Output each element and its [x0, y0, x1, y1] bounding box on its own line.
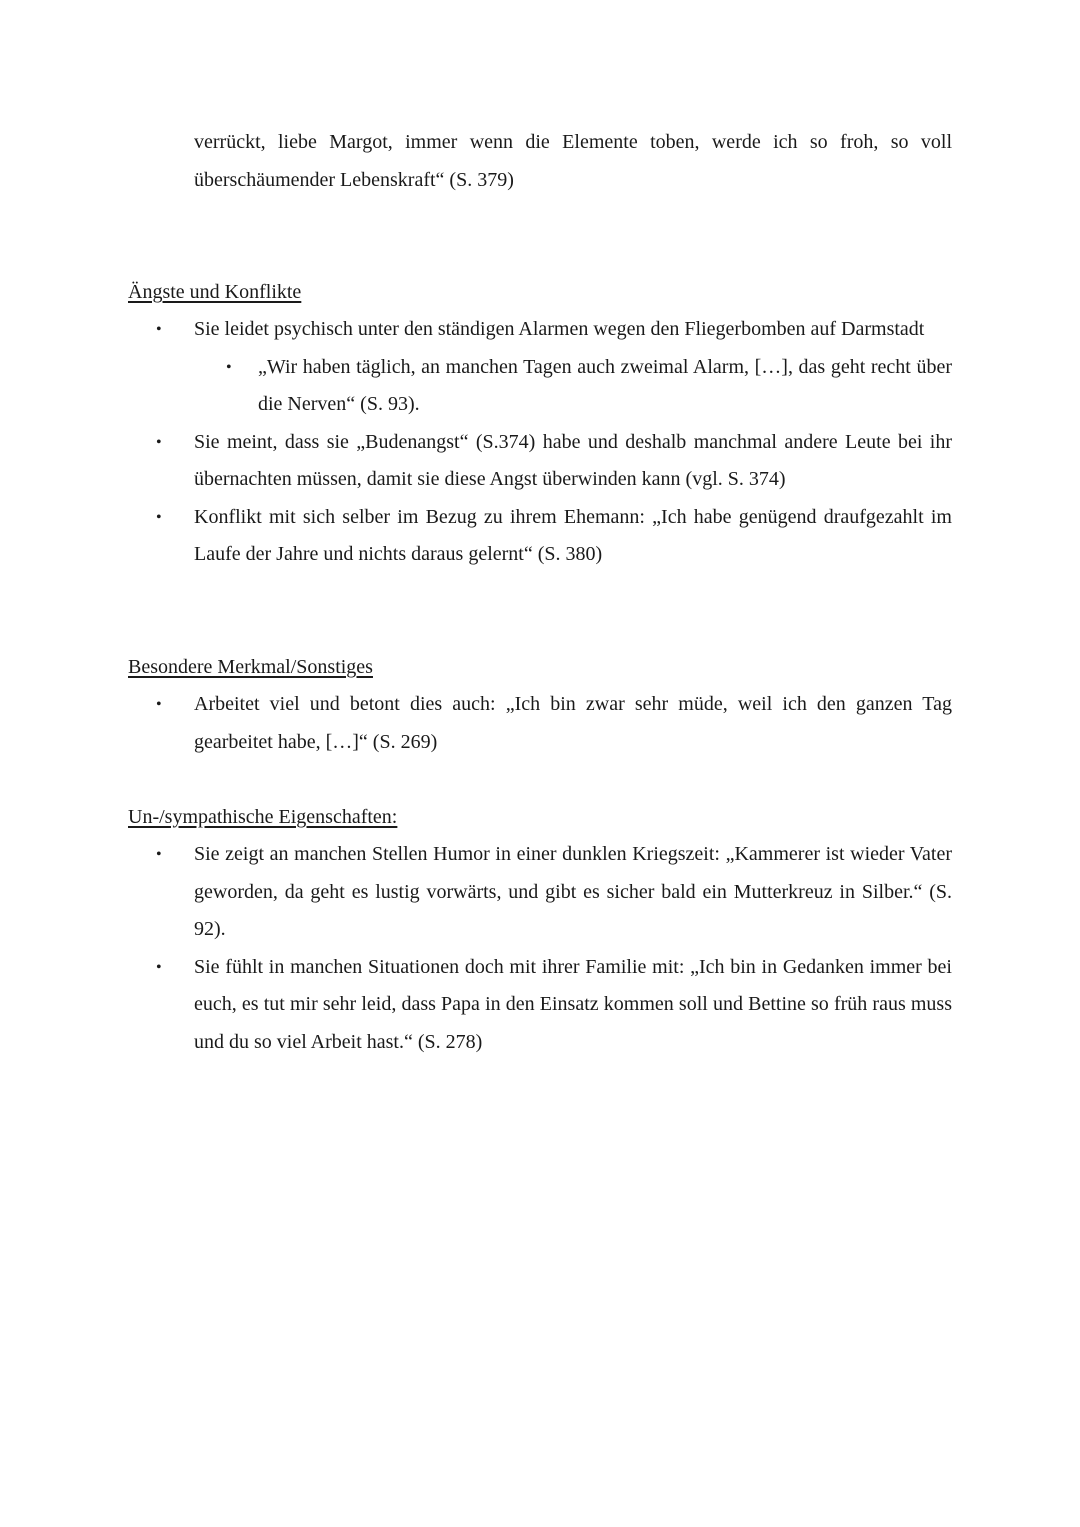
bullet-icon: • — [156, 433, 162, 451]
list-subitem-text: „Wir haben täglich, an manchen Tagen auch zweimal Alarm, […], das geht recht über die Nerven“ (S. 93). — [258, 355, 952, 415]
list-item — [128, 949, 952, 1062]
section-list-merkmal — [128, 686, 952, 761]
bullet-icon: • — [156, 958, 162, 976]
list-item-text: Sie fühlt in manchen Situationen doch mit ihrer Familie mit: „Ich bin in Gedanken immer bei euch, es tut mir sehr leid, dass Papa in den Einsatz kommen soll und Bettine so früh raus muss und du so viel Arbeit hast.“ (S. 278) — [194, 955, 952, 1053]
list-subitem — [128, 349, 952, 424]
list-item — [128, 311, 952, 349]
intro-paragraph: verrückt, liebe Margot, immer wenn die Elemente toben, werde ich so froh, so voll überschäumender Lebenskraft“ (S. 379) — [194, 131, 952, 191]
bullet-icon: • — [156, 696, 162, 713]
list-item — [128, 499, 952, 574]
bullet-icon: • — [156, 508, 162, 526]
list-item — [128, 836, 952, 949]
list-item-text: Sie zeigt an manchen Stellen Humor in einer dunklen Kriegszeit: „Kammerer ist wieder Vater geworden, da geht es lustig vorwärts, und gibt es sicher bald ein Mutterkreuz in Silber.“ (S. 92). — [194, 843, 952, 940]
bullet-icon: • — [156, 321, 162, 338]
section-heading-merkmal: Besondere Merkmal/Sonstiges — [128, 656, 373, 678]
section-heading-aengste: Ängste und Konflikte — [128, 281, 302, 303]
section-list-aengste — [128, 311, 952, 574]
section-list-eigenschaften — [128, 836, 952, 1061]
bullet-icon: • — [226, 358, 232, 376]
bullet-icon: • — [156, 846, 162, 863]
list-item — [128, 686, 952, 761]
list-item-text: Sie meint, dass sie „Budenangst“ (S.374) habe und deshalb manchmal andere Leute bei ihr übernachten müssen, damit sie diese Angst überwinden kann (vgl. S. 374) — [194, 430, 952, 490]
list-item-text: Arbeitet viel und betont dies auch: „Ich bin zwar sehr müde, weil ich den ganzen Tag gearbeitet habe, […]“ (S. 269) — [194, 693, 952, 753]
list-item — [128, 424, 952, 499]
intro-paragraph-block — [128, 124, 952, 199]
section-heading-eigenschaften: Un-/sympathische Eigenschaften: — [128, 806, 398, 828]
list-item-text: Konflikt mit sich selber im Bezug zu ihrem Ehemann: „Ich habe genügend draufgezahlt im Laufe der Jahre und nichts daraus gelernt“ (S. 380) — [194, 505, 952, 565]
list-item-text: Sie leidet psychisch unter den ständigen Alarmen wegen den Fliegerbomben auf Darmstadt — [194, 318, 925, 340]
